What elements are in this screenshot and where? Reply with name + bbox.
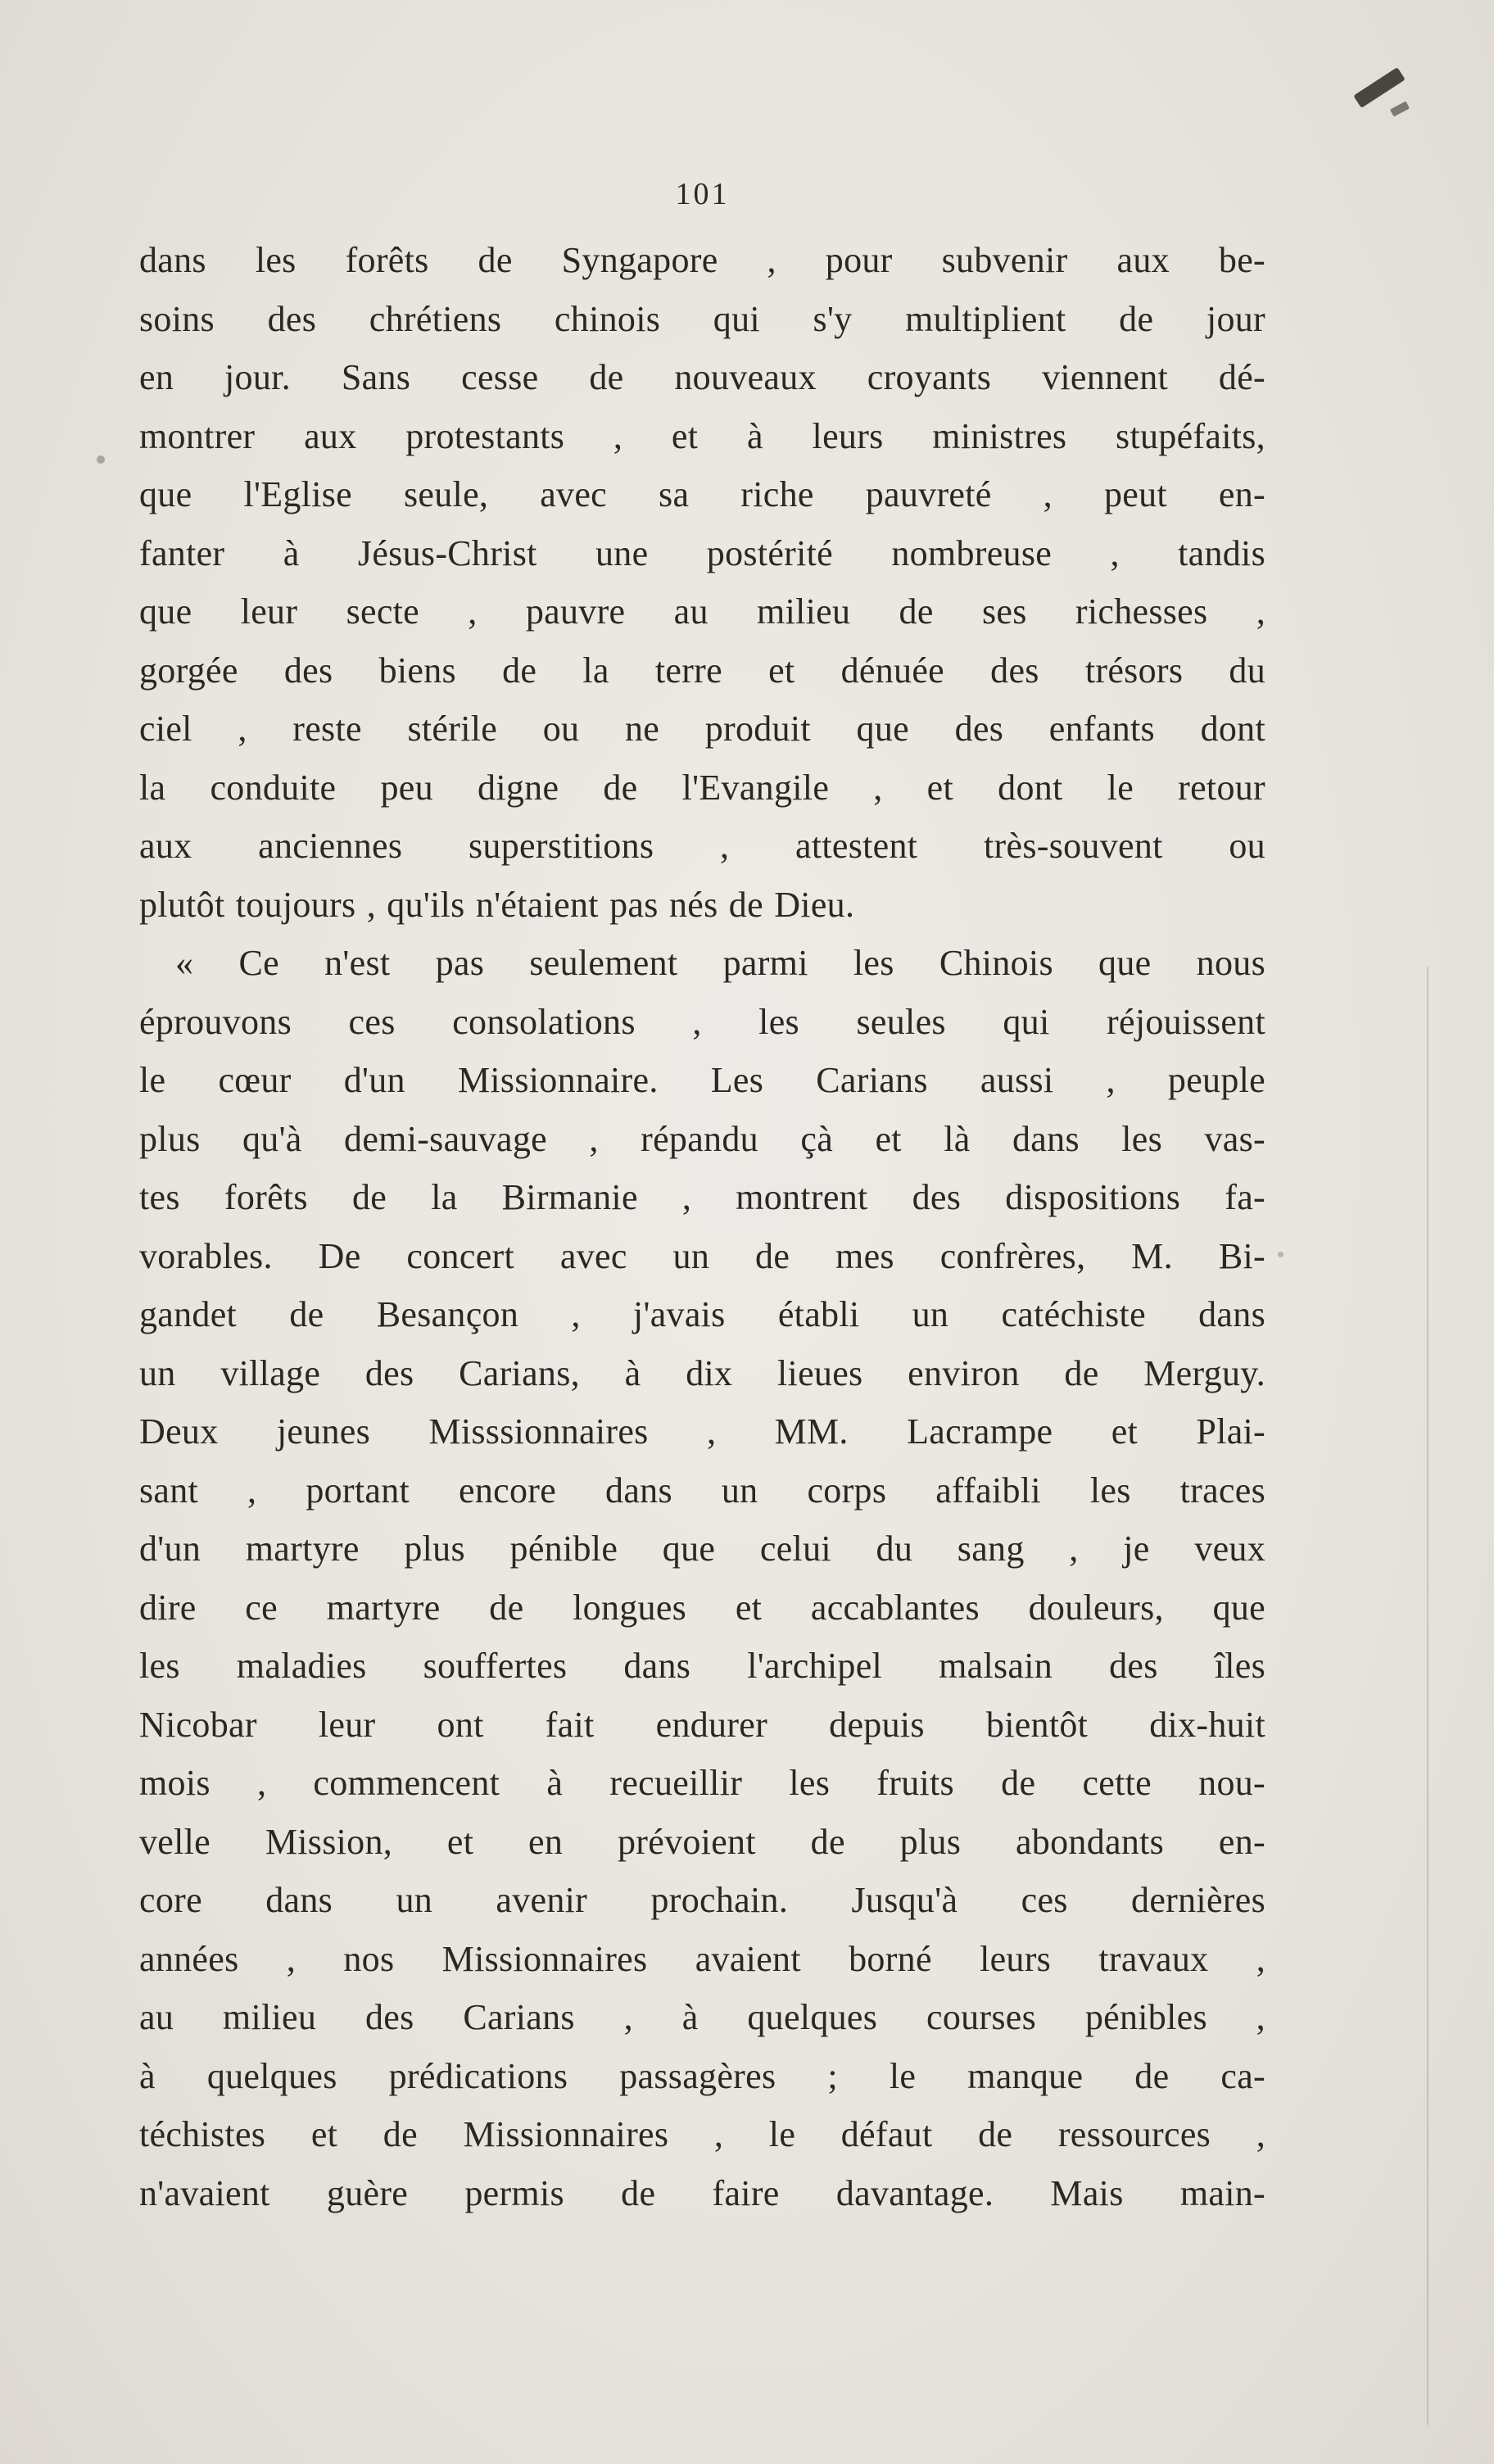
text-line: en jour. Sans cesse de nouveaux croyants viennent dé- bbox=[139, 357, 1265, 397]
scan-artifact-speck bbox=[97, 455, 105, 464]
page-body bbox=[139, 175, 1265, 2222]
text-line: Deux jeunes Misssionnaires , MM. Lacrampe et Plai- bbox=[139, 1411, 1265, 1452]
text-line: aux anciennes superstitions , attestent très-souvent ou bbox=[139, 826, 1265, 866]
text-line: d'un martyre plus pénible que celui du sang , je veux bbox=[139, 1529, 1265, 1569]
text-line: éprouvons ces consolations , les seules qui réjouissent bbox=[139, 1001, 1265, 1042]
text-line: un village des Carians, à dix lieues environ de Merguy. bbox=[139, 1352, 1265, 1393]
text-line: années , nos Missionnaires avaient borné leurs travaux , bbox=[139, 1938, 1265, 1979]
text-line: au milieu des Carians , à quelques courses pénibles , bbox=[139, 1997, 1265, 2037]
text-line: ciel , reste stérile ou ne produit que des enfants dont bbox=[139, 709, 1265, 749]
text-line: mois , commencent à recueillir les fruits de cette nou- bbox=[139, 1763, 1265, 1803]
text-line: que l'Eglise seule, avec sa riche pauvreté , peut en- bbox=[139, 474, 1265, 514]
text-line: à quelques prédications passagères ; le manque de ca- bbox=[139, 2055, 1265, 2096]
text-line: core dans un avenir prochain. Jusqu'à ces dernières bbox=[139, 1880, 1265, 1920]
text-line: les maladies souffertes dans l'archipel malsain des îles bbox=[139, 1646, 1265, 1686]
text-block bbox=[139, 231, 1265, 2222]
text-line: n'avaient guère permis de faire davantage. Mais main- bbox=[139, 2172, 1265, 2213]
page-number: 101 bbox=[675, 177, 730, 211]
text-line: « Ce n'est pas seulement parmi les Chinois que nous bbox=[175, 943, 1265, 983]
text-line: plutôt toujours , qu'ils n'étaient pas nés de Dieu. bbox=[139, 884, 855, 925]
text-line: dire ce martyre de longues et accablantes douleurs, que bbox=[139, 1587, 1265, 1628]
text-line: plus qu'à demi-sauvage , répandu çà et là dans les vas- bbox=[139, 1118, 1265, 1159]
text-line: montrer aux protestants , et à leurs ministres stupéfaits, bbox=[139, 415, 1265, 456]
text-line: Nicobar leur ont fait endurer depuis bientôt dix-huit bbox=[139, 1704, 1265, 1745]
text-line: gorgée des biens de la terre et dénuée des trésors du bbox=[139, 650, 1265, 691]
text-line: le cœur d'un Missionnaire. Les Carians aussi , peuple bbox=[139, 1060, 1265, 1100]
text-line: sant , portant encore dans un corps affaibli les traces bbox=[139, 1470, 1265, 1511]
scan-artifact-corner-mark-small bbox=[1390, 101, 1410, 116]
text-line: gandet de Besançon , j'avais établi un catéchiste dans bbox=[139, 1294, 1265, 1334]
text-line: tes forêts de la Birmanie , montrent des dispositions fa- bbox=[139, 1177, 1265, 1217]
text-line: velle Mission, et en prévoient de plus abondants en- bbox=[139, 1821, 1265, 1862]
text-line: dans les forêts de Syngapore , pour subvenir aux be- bbox=[139, 240, 1265, 280]
scan-artifact-corner-mark bbox=[1353, 67, 1405, 108]
text-line: téchistes et de Missionnaires , le défaut de ressources , bbox=[139, 2114, 1265, 2154]
text-line: vorables. De concert avec un de mes confrères, M. Bi- bbox=[139, 1235, 1265, 1276]
text-line: fanter à Jésus-Christ une postérité nombreuse , tandis bbox=[139, 532, 1265, 573]
text-line: que leur secte , pauvre au milieu de ses richesses , bbox=[139, 591, 1265, 632]
scan-artifact-speck bbox=[1278, 1252, 1283, 1257]
scan-artifact-page-edge-line bbox=[1427, 967, 1428, 2425]
text-line: soins des chrétiens chinois qui s'y multiplient de jour bbox=[139, 298, 1265, 339]
text-line: la conduite peu digne de l'Evangile , et dont le retour bbox=[139, 767, 1265, 808]
